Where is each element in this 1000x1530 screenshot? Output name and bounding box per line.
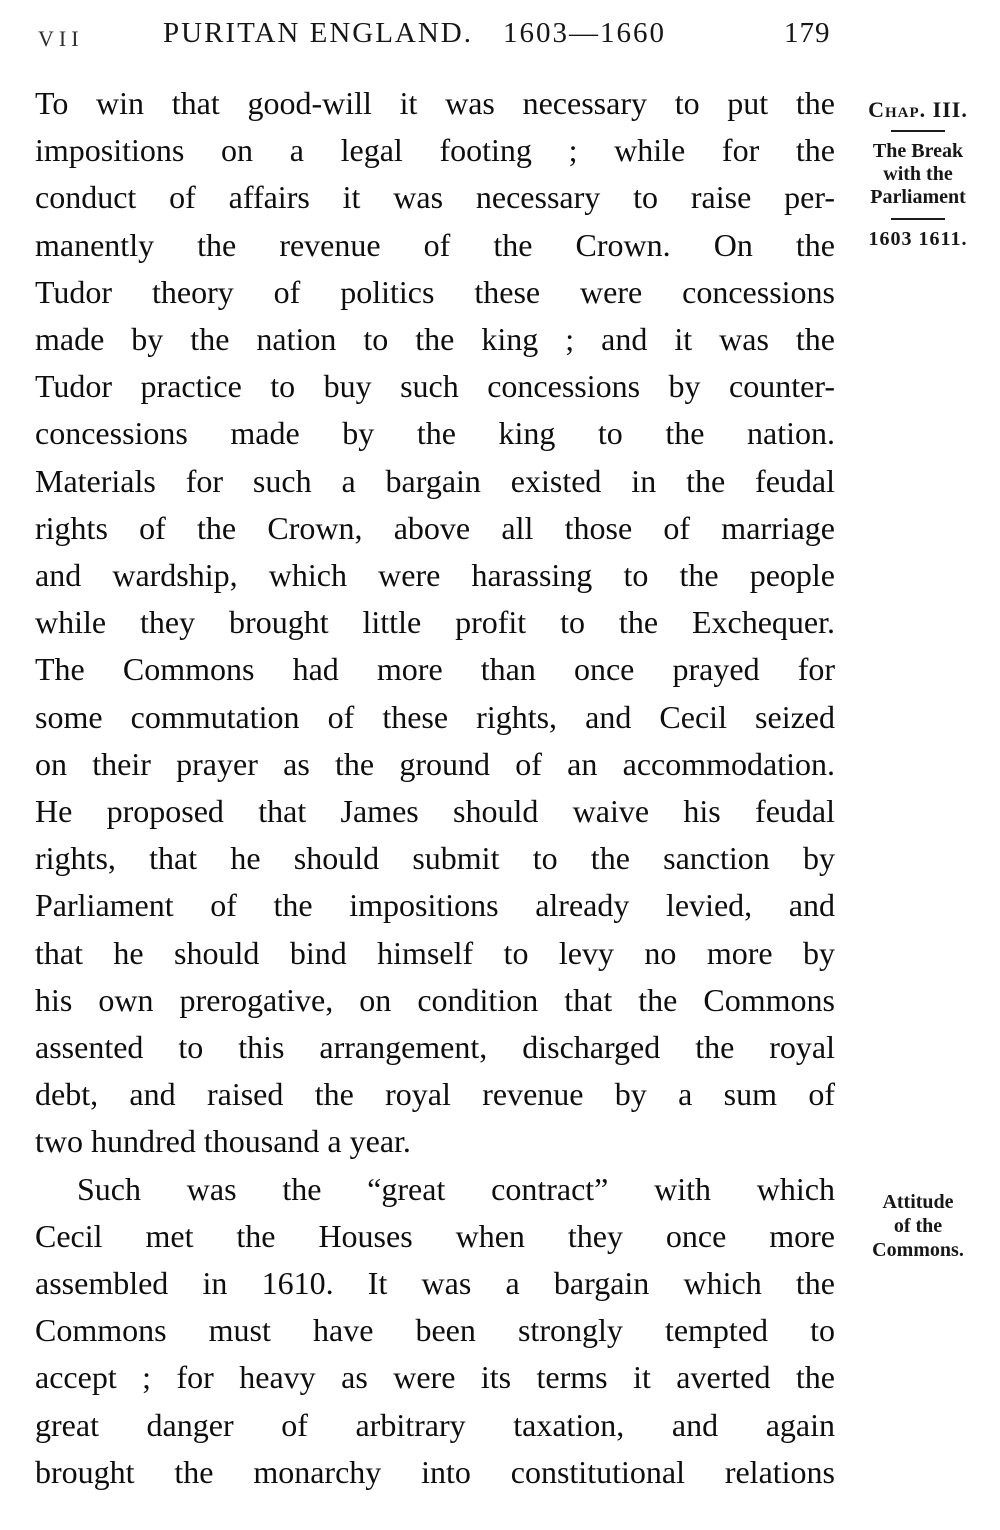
margin-note-attitude — [843, 1190, 993, 1262]
body-line: Cecil met the Houses when they once more — [35, 1217, 835, 1254]
body-line: his own prerogative, on condition that the Commons — [35, 981, 835, 1018]
margin-note-title — [843, 140, 993, 209]
body-line: Parliament of the impositions already levied, and — [35, 887, 835, 924]
margin-note-title-line: Attitude — [882, 1191, 954, 1213]
header-title — [163, 17, 666, 50]
page-number: 179 — [784, 17, 831, 49]
body-line: some commutation of these rights, and Cecil seized — [35, 698, 835, 735]
body-line: He proposed that James should waive his feudal — [35, 793, 835, 830]
body-line: The Commons had more than once prayed for — [35, 651, 835, 688]
header-title-text: PURITAN ENGLAND. — [163, 17, 473, 49]
margin-note-title-line: with the — [883, 163, 953, 185]
body-line: accept ; for heavy as were its terms it averted the — [35, 1359, 835, 1396]
divider-rule — [891, 218, 945, 220]
body-line: debt, and raised the royal revenue by a sum of — [35, 1076, 835, 1113]
body-line-paragraph-end: two hundred thousand a year. — [35, 1123, 411, 1160]
body-line-paragraph-start: Such was the “great contract” with which — [77, 1170, 835, 1207]
body-line: Tudor practice to buy such concessions by counter- — [35, 368, 835, 405]
body-line: Materials for such a bargain existed in the feudal — [35, 462, 835, 499]
margin-note-dates: 1603 1611. — [868, 228, 968, 250]
body-line: and wardship, which were harassing to the people — [35, 557, 835, 594]
body-line: rights, that he should submit to the sanction by — [35, 840, 835, 877]
running-header — [0, 0, 1000, 70]
header-dates: 1603—1660 — [503, 17, 666, 49]
body-line: on their prayer as the ground of an accommodation. — [35, 745, 835, 782]
body-line: concessions made by the king to the nation. — [35, 415, 835, 452]
body-text — [35, 80, 835, 1496]
body-line: made by the nation to the king ; and it was the — [35, 321, 835, 358]
margin-note-chapter-label: Chap. III. — [868, 97, 968, 122]
body-line: manently the revenue of the Crown. On the — [35, 226, 835, 263]
margin-note-chapter — [843, 98, 993, 251]
body-line: that he should bind himself to levy no more by — [35, 934, 835, 971]
body-line: brought the monarchy into constitutional relations — [35, 1453, 835, 1490]
body-line: rights of the Crown, above all those of marriage — [35, 509, 835, 546]
margin-note-title-line: Commons. — [872, 1239, 964, 1261]
body-line: Commons must have been strongly tempted to — [35, 1312, 835, 1349]
divider-rule — [891, 130, 945, 132]
body-line: Tudor theory of politics these were concessions — [35, 273, 835, 310]
body-line: while they brought little profit to the Exchequer. — [35, 604, 835, 641]
margin-note-title-line: of the — [893, 1215, 943, 1237]
margin-note-title-line: Parliament — [870, 186, 966, 208]
body-line: assembled in 1610. It was a bargain which the — [35, 1265, 835, 1302]
body-line: conduct of affairs it was necessary to raise per- — [35, 179, 835, 216]
body-line: great danger of arbitrary taxation, and again — [35, 1406, 835, 1443]
margin-note-title-line: The Break — [872, 140, 964, 162]
body-line: impositions on a legal footing ; while for the — [35, 132, 835, 169]
body-line: To win that good-will it was necessary to put the — [35, 85, 835, 121]
header-chapter-numeral: VII — [38, 26, 84, 51]
body-line: assented to this arrangement, discharged the royal — [35, 1029, 835, 1066]
